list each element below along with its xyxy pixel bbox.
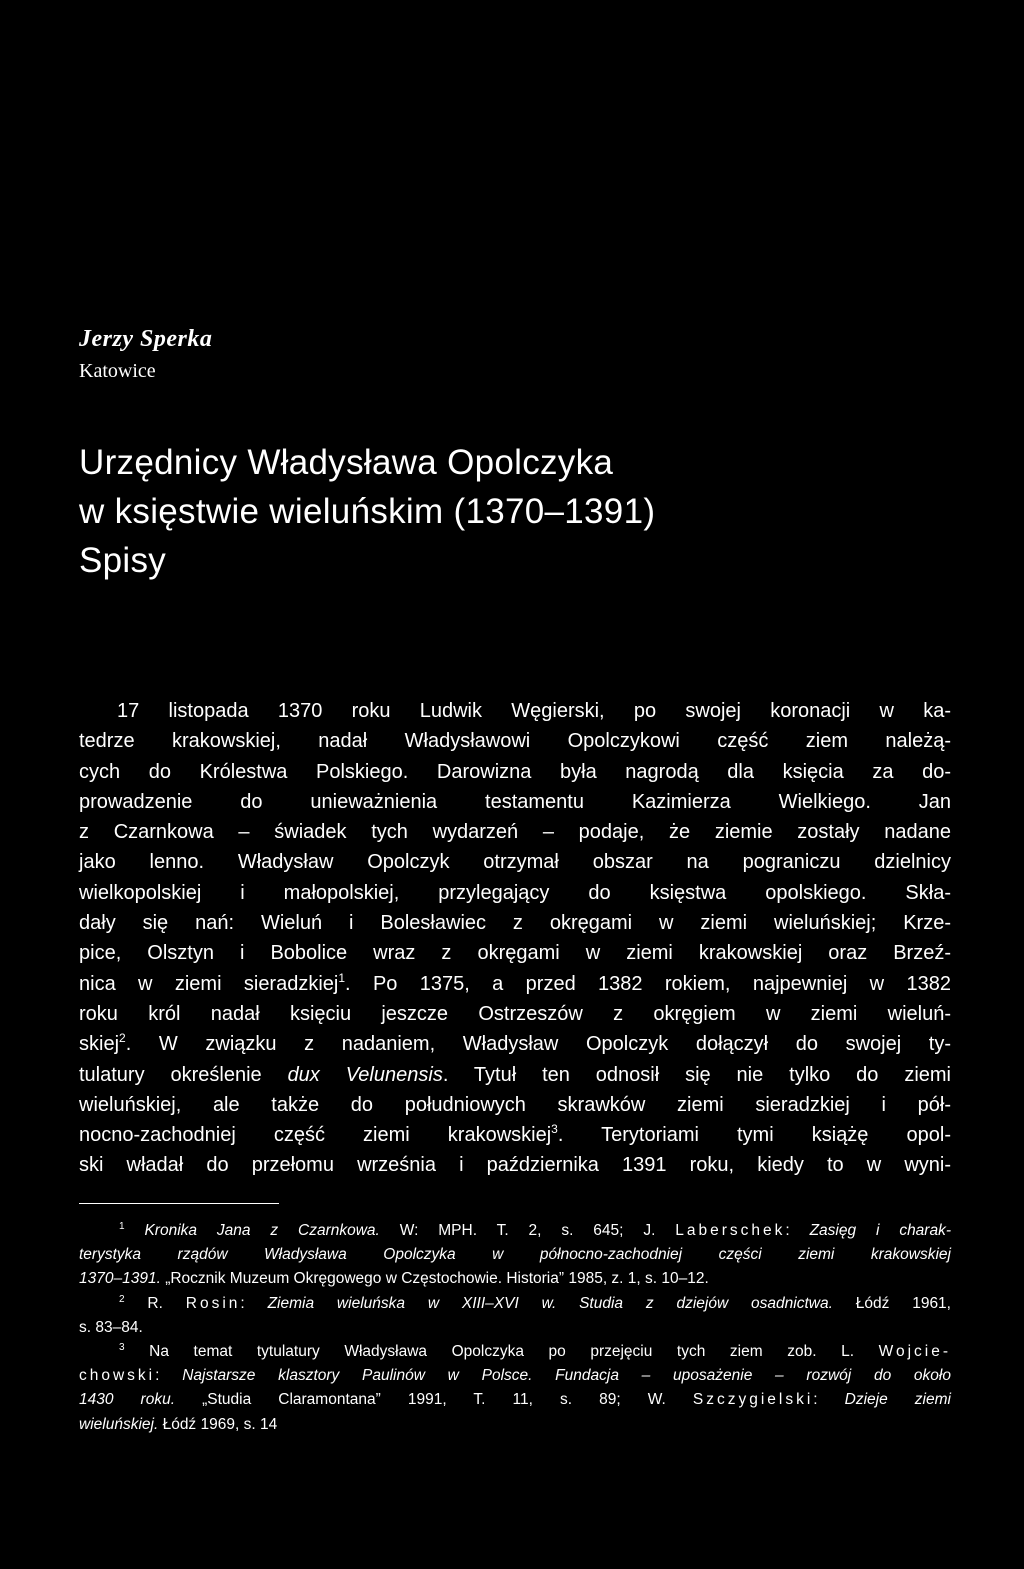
footnote-2-line: s. 83–84. bbox=[79, 1318, 143, 1336]
footnote-text: Na temat tytulatury Władysława Opolczyka po przejęciu tych ziem zob. L. bbox=[149, 1343, 879, 1361]
footnote-3-line bbox=[79, 1340, 951, 1364]
body-line: tedrze krakowskiej, nadał Władysławowi Opolczykowi część ziem należą- bbox=[79, 730, 951, 753]
body-text: . Terytoriami tymi książę opol- bbox=[557, 1124, 951, 1147]
footnote-ref-3[interactable]: 3 bbox=[551, 1122, 558, 1137]
body-line bbox=[79, 969, 951, 999]
body-line bbox=[79, 1060, 951, 1090]
latin-title: dux Velunensis bbox=[287, 1063, 443, 1086]
footnote-text: W: MPH. T. 2, s. 645; J. bbox=[379, 1222, 676, 1239]
body-line: 17 listopada 1370 roku Ludwik Węgierski, po swojej koronacji w ka- bbox=[117, 700, 951, 722]
footnote-text: wieluńskiej. bbox=[79, 1415, 159, 1433]
body-text: nica w ziemi sieradzkiej bbox=[79, 972, 339, 995]
footnote-text: R. bbox=[147, 1294, 186, 1312]
footnote-1-line bbox=[79, 1267, 951, 1291]
footnote-mark: 2 bbox=[119, 1293, 125, 1305]
footnote-text: Kronika Jana z Czarnkowa. bbox=[144, 1222, 380, 1239]
footnote-mark: 1 bbox=[119, 1221, 125, 1232]
footnote-mark: 3 bbox=[119, 1342, 125, 1354]
footnote-3-line bbox=[79, 1388, 951, 1412]
title-line-3: Spisy bbox=[79, 541, 167, 580]
body-text: . W związku z nadaniem, Władysław Opolczyk dołączył do swojej ty- bbox=[125, 1033, 951, 1056]
footnote-text: Dzieje ziemi bbox=[844, 1391, 951, 1409]
footnote-text: Zasięg i charak- bbox=[809, 1222, 952, 1239]
body-line bbox=[79, 1120, 951, 1150]
footnote-text: terystyka rządów Władysława Opolczyka w północno-zachodniej części ziemi krakowskiej bbox=[79, 1246, 951, 1264]
footnote-text: : bbox=[785, 1222, 810, 1239]
body-line: cych do Królestwa Polskiego. Darowizna była nagrodą dla księcia za do- bbox=[79, 760, 951, 783]
body-line: pice, Olsztyn i Bobolice wraz z okręgami w ziemi krakowskiej oraz Brzeź- bbox=[79, 942, 951, 965]
footnote-1-line bbox=[79, 1219, 951, 1243]
footnote-author: chowski bbox=[79, 1367, 156, 1385]
footnote-author: Rosin bbox=[185, 1294, 241, 1312]
footnote-3-line bbox=[79, 1364, 951, 1388]
footnote-text: „Studia Claramontana” 1991, T. 11, s. 89; W. bbox=[175, 1391, 693, 1409]
footnote-2-line bbox=[79, 1292, 951, 1316]
body-line: prowadzenie do unieważnienia testamentu Kazimierza Wielkiego. Jan bbox=[79, 790, 951, 813]
author-name: Jerzy Sperka bbox=[79, 326, 213, 352]
body-line: wielkopolskiej i małopolskiej, przylegający do księstwa opolskiego. Skła- bbox=[79, 881, 951, 904]
body-line: jako lenno. Władysław Opolczyk otrzymał obszar na pograniczu dzielnicy bbox=[79, 851, 951, 874]
body-text: tulatury określenie bbox=[79, 1063, 288, 1086]
body-paragraph bbox=[79, 696, 951, 1181]
footnote-author: Szczygielski bbox=[692, 1391, 814, 1409]
footnotes bbox=[79, 1219, 951, 1437]
footnote-author: Wojcie- bbox=[878, 1343, 951, 1361]
article-title bbox=[79, 438, 655, 585]
footnote-ref-1[interactable]: 1 bbox=[338, 970, 346, 985]
body-line: wieluńskiej, ale także do południowych skrawków ziemi sieradzkiej i pół- bbox=[79, 1093, 951, 1116]
body-text: . Tytuł ten odnosił się nie tylko do ziemi bbox=[442, 1063, 951, 1086]
body-line bbox=[79, 1029, 951, 1059]
footnote-1-line bbox=[79, 1243, 951, 1267]
body-line: z Czarnkowa – świadek tych wydarzeń – podaje, że ziemie zostały nadane bbox=[79, 821, 951, 844]
footnote-text: Łódź 1961, bbox=[832, 1294, 951, 1312]
author-affiliation: Katowice bbox=[79, 360, 156, 382]
footnote-text: : bbox=[240, 1294, 268, 1312]
body-text: nocno-zachodniej część ziemi krakowskiej bbox=[79, 1124, 552, 1147]
body-line: dały się nań: Wieluń i Bolesławiec z okręgami w ziemi wieluńskiej; Krze- bbox=[79, 912, 951, 935]
body-text: . Po 1375, a przed 1382 rokiem, najpewniej w 1382 bbox=[345, 972, 951, 995]
footnote-3-line bbox=[79, 1413, 951, 1437]
body-line: ski władał do przełomu września i października 1391 roku, kiedy to w wyni- bbox=[79, 1154, 951, 1177]
footnote-divider bbox=[79, 1203, 279, 1204]
footnote-text: Najstarsze klasztory Paulinów w Polsce. Fundacja – uposażenie – rozwój do około bbox=[182, 1367, 951, 1385]
title-line-2: w księstwie wieluńskim (1370–1391) bbox=[79, 492, 656, 531]
body-text: skiej bbox=[79, 1033, 120, 1056]
footnote-text: 1370–1391. bbox=[79, 1270, 161, 1288]
footnote-ref-2[interactable]: 2 bbox=[119, 1031, 126, 1046]
title-line-1: Urzędnicy Władysława Opolczyka bbox=[79, 443, 614, 482]
footnote-text: „Rocznik Muzeum Okręgowego w Częstochowie. Historia” 1985, z. 1, s. 10–12. bbox=[160, 1270, 709, 1288]
footnote-text: 1430 roku. bbox=[79, 1391, 176, 1409]
body-line: roku król nadał księciu jeszcze Ostrzeszów z okręgiem w ziemi wieluń- bbox=[79, 1002, 951, 1025]
footnote-text: Łódź 1969, s. 14 bbox=[158, 1415, 278, 1433]
footnote-text: Ziemia wieluńska w XIII–XVI w. Studia z dziejów osadnictwa. bbox=[267, 1294, 833, 1312]
footnote-text: : bbox=[813, 1391, 845, 1409]
footnote-author: Laberschek bbox=[675, 1222, 786, 1239]
footnote-text: : bbox=[155, 1367, 183, 1385]
